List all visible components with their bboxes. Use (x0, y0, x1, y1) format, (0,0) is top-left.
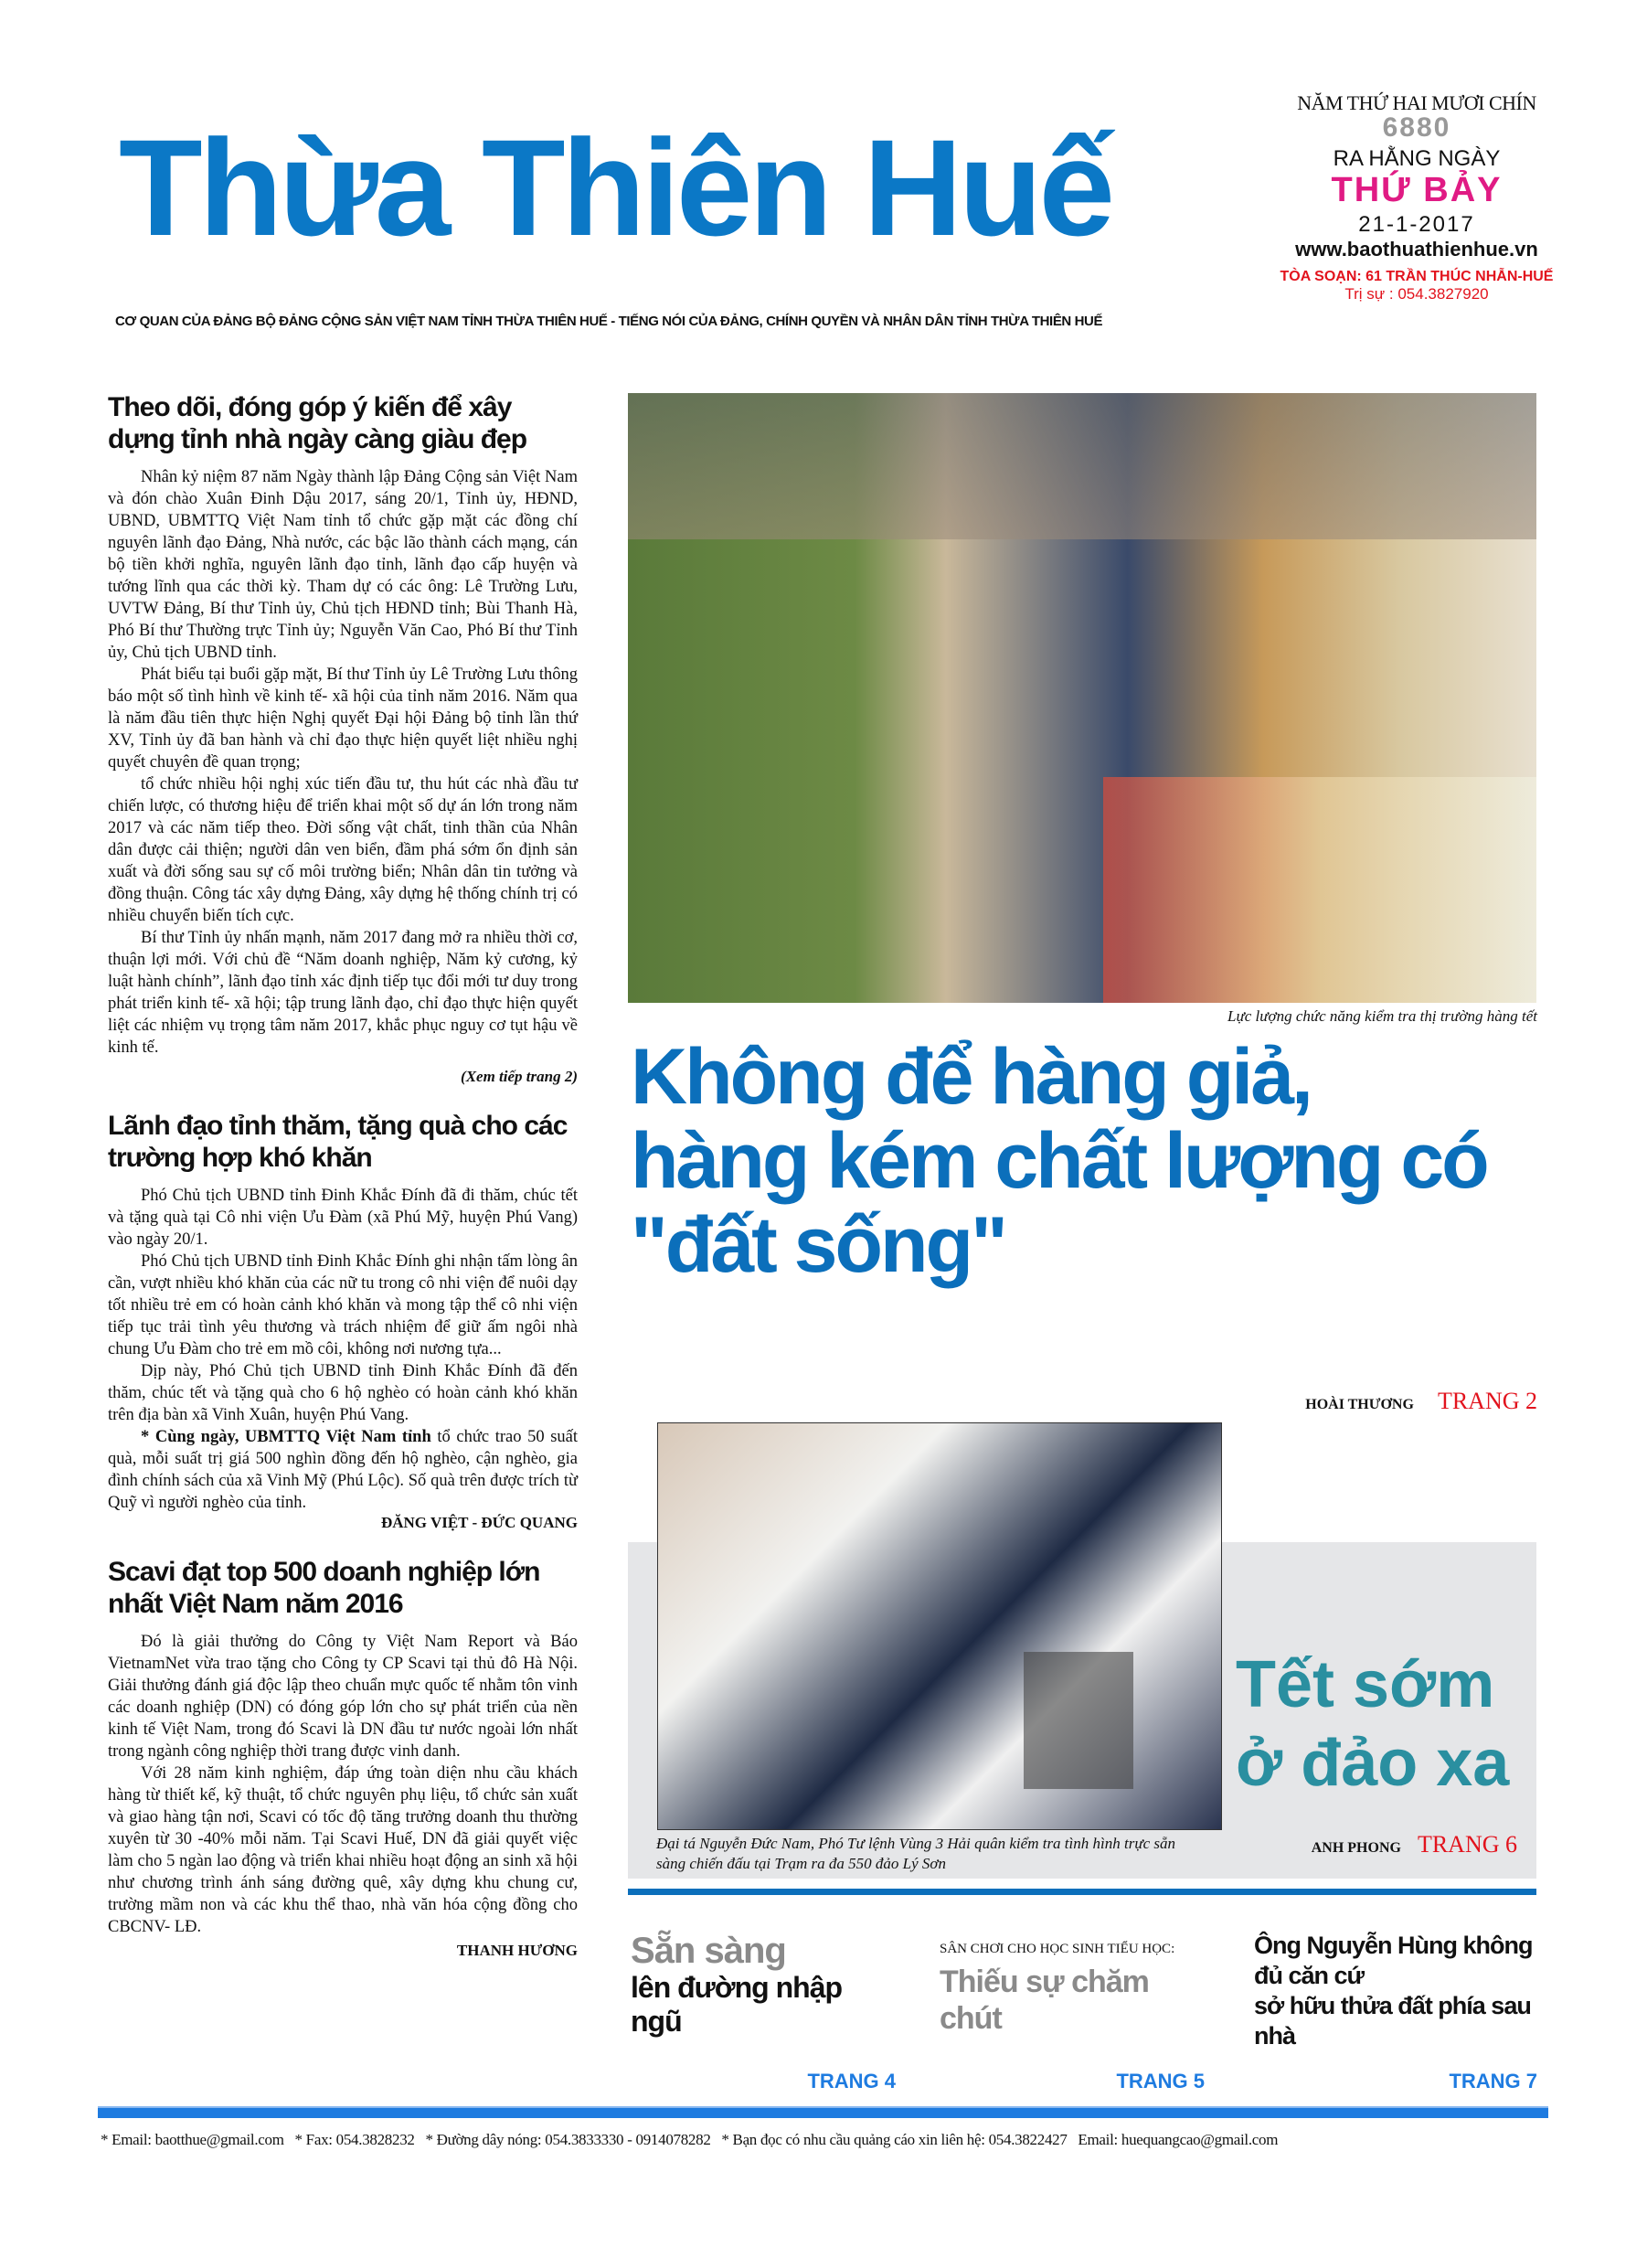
lead-page-ref[interactable]: TRANG 2 (1437, 1388, 1537, 1414)
footer-email[interactable]: * Email: baotthue@gmail.com (101, 2131, 284, 2148)
office-phone: Trị sự : 054.3827920 (1344, 285, 1489, 303)
teaser-page-ref[interactable]: TRANG 7 (1449, 2070, 1537, 2092)
feature-title-line1: Tết sớm (1236, 1648, 1495, 1721)
feature-photo-navy-radar-station (657, 1422, 1222, 1830)
article-paragraph: Dịp này, Phó Chủ tịch UBND tỉnh Đinh Khắc Đính đã đến thăm, chúc tết và tặng quà cho 6 hộ nghèo có hoàn cảnh khó khăn trên địa bàn xã Vinh Xuân, huyện Phú Vang. (108, 1362, 578, 1424)
article-paragraph: Phó Chủ tịch UBND tỉnh Đinh Khắc Đính đã đi thăm, chúc tết và tặng quà tại Cô nhi viện Ưu Đàm (xã Phú Mỹ, huyện Phú Vang) vào ngày 20/1. (108, 1187, 578, 1249)
footer-ads-email[interactable]: Email: huequangcao@gmail.com (1078, 2131, 1279, 2148)
section-divider (628, 1889, 1536, 1895)
article-1 (108, 391, 578, 1086)
article-byline: ĐĂNG VIỆT - ĐỨC QUANG (380, 1514, 578, 1531)
frequency: RA HẰNG NGÀY (1333, 146, 1501, 171)
footer-fax: * Fax: 054.3828232 (294, 2131, 415, 2148)
feature-title-line2: ở đảo xa (1236, 1727, 1510, 1800)
lead-photo-market-inspection (628, 393, 1536, 1003)
article-paragraph (108, 1426, 578, 1514)
article-byline: THANH HƯƠNG (456, 1942, 578, 1959)
article-paragraph: Với 28 năm kinh nghiệm, đáp ứng toàn diện nhu cầu khách hàng từ thiết kế, kỹ thuật, tổ chức nguyên phụ liệu, tổ chức sản xuất và giao hàng tận nơi, Scavi có tốc độ tăng trưởng doanh thu thường xuyên từ 30 -40% mỗi năm. Tại Scavi Huế, DN đã giải quyết việc làm cho 5 ngàn lao động và triển khai nhiều hoạt động an sinh xã hội như chương trình ánh sáng đường quê, xây dựng khu chung cư, trường mầm non và các khu thể thao, nhà văn hóa cộng đồng cho CBCNV- LĐ. (108, 1764, 578, 1936)
article-paragraph: Bí thư Tỉnh ủy nhấn mạnh, năm 2017 đang mở ra nhiều thời cơ, thuận lợi mới. Với chủ đề “Năm doanh nghiệp, Năm kỷ cương, kỷ luật hành chính”, lãnh đạo tỉnh xác định tiếp tục đổi mới tư duy trong phát triển kinh tế- xã hội; tập trung lãnh đạo, chỉ đạo thực hiện quyết liệt các nhiệm vụ trọng tâm năm 2017, khắc phục nguy cơ tụt hậu về kinh tế. (108, 929, 578, 1057)
article-headline[interactable]: Lãnh đạo tỉnh thăm, tặng quà cho các trường hợp khó khăn (108, 1111, 568, 1173)
year-label: NĂM THỨ HAI MƯƠI CHÍN (1297, 91, 1536, 114)
teaser-kicker: SÂN CHƠI CHO HỌC SINH TIỂU HỌC: (940, 1942, 1175, 1956)
article-paragraph: Đó là giải thưởng do Công ty Việt Nam Report và Báo VietnamNet vừa trao tặng cho Công ty CP Scavi tại thủ đô Hà Nội. Giải thưởng đánh giá độc lập theo chuẩn mực quốc tế nhằm tôn vinh các doanh nghiệp (DN) có đóng góp lớn cho sự phát triển của nền kinh tế Việt Nam, trong đó Scavi là DN đầu tư nước ngoài lớn nhất trong ngành công nghiệp thời trang được vinh danh. (108, 1633, 578, 1761)
article-headline[interactable]: Scavi đạt top 500 doanh nghiệp lớn nhất Việt Nam năm 2016 (108, 1557, 540, 1619)
teaser-2[interactable] (940, 1931, 1205, 2097)
bold-lead: * Cùng ngày, UBMTTQ Việt Nam tỉnh (141, 1428, 431, 1446)
teaser-line1: Ông Nguyễn Hùng không đủ căn cứ (1254, 1932, 1533, 1989)
newspaper-title-logo: Thừa Thiên Huế (119, 111, 1111, 264)
teaser-3[interactable] (1254, 1931, 1537, 2097)
photo-shade (1103, 777, 1536, 1003)
teaser-line1: Sẵn sàng (631, 1931, 786, 1971)
lead-headline[interactable] (631, 1035, 1537, 1287)
continued-link[interactable]: (Xem tiếp trang 2) (461, 1068, 578, 1085)
issue-date: 21-1-2017 (1358, 212, 1475, 237)
teaser-line2: lên đường nhập ngũ (631, 1971, 843, 2038)
footer-hotline: * Đường dây nóng: 054.3833330 - 0914078282 (425, 2131, 711, 2148)
teaser-page-ref[interactable]: TRANG 5 (1116, 2070, 1205, 2092)
article-paragraph: Phát biểu tại buổi gặp mặt, Bí thư Tỉnh ủy Lê Trường Lưu thông báo một số tình hình về kinh tế- xã hội của tỉnh năm 2016. Năm qua là năm đầu tiên thực hiện Nghị quyết Đại hội Đảng bộ tỉnh lần thứ XV, Tỉnh ủy đã ban hành và chỉ đạo thực hiện quyết liệt nhiều nghị quyết chuyên đề quan trọng; (108, 665, 578, 772)
masthead-tagline: CƠ QUAN CỦA ĐẢNG BỘ ĐẢNG CỘNG SẢN VIỆT NAM TỈNH THỪA THIÊN HUẾ - TIẾNG NÓI CỦA ĐẢNG, CHÍNH QUYỀN VÀ NHÂN DÂN TỈNH THỪA THIÊN HUẾ (115, 314, 1103, 329)
feature-page-ref[interactable]: TRANG 6 (1417, 1831, 1517, 1858)
left-column (108, 391, 578, 1984)
feature-author: ANH PHONG (1311, 1840, 1401, 1856)
footer-contacts (101, 2130, 1554, 2150)
lead-author: HOÀI THƯƠNG (1305, 1397, 1414, 1412)
photo-shade (1024, 1652, 1133, 1789)
footer-bar (98, 2106, 1548, 2118)
teaser-line2: sở hữu thửa đất phía sau nhà (1254, 1992, 1531, 2050)
teaser-line1: Thiếu sự chăm chút (940, 1965, 1149, 2036)
feature-photo-caption: Đại tá Nguyễn Đức Nam, Phó Tư lệnh Vùng 3 Hải quân kiểm tra tình hình trực sẵn sàng chiến đấu tại Trạm ra đa 550 đảo Lý Sơn (656, 1835, 1175, 1872)
lead-byline (1305, 1388, 1537, 1415)
paragraph-text: tổ chức trao 50 suất quà, mỗi suất trị giá 500 nghìn đồng đến hộ nghèo, cận nghèo, gia đình chính sách của xã Vinh Mỹ (Phú Lộc). Số quà trên được trích từ Quỹ vì người nghèo của tỉnh. (108, 1428, 578, 1512)
article-headline[interactable]: Theo dõi, đóng góp ý kiến để xây dựng tỉnh nhà ngày càng giàu đẹp (108, 392, 527, 454)
weekday: THỨ BẢY (1331, 171, 1503, 209)
article-paragraph: tổ chức nhiều hội nghị xúc tiến đầu tư, thu hút các nhà đầu tư chiến lược, có thương hiệu để triển khai một số dự án lớn trong năm 2017 và các năm tiếp theo. Đời sống vật chất, tinh thần của Nhân dân được cải thiện; người dân ven biển, đầm phá sớm ổn định sản xuất và đời sống sau sự cố môi trường biển; Nhân dân tin tưởng và đồng thuận. Công tác xây dựng Đảng, xây dựng hệ thống chính trị có nhiều chuyển biến tích cực. (108, 775, 578, 925)
footer-ads: * Bạn đọc có nhu cầu quảng cáo xin liên hệ: 054.3822427 (721, 2131, 1068, 2148)
article-3 (108, 1556, 578, 1960)
teaser-page-ref[interactable]: TRANG 4 (807, 2070, 896, 2092)
feature-title[interactable] (1236, 1645, 1509, 1803)
office-address: TÒA SOẠN: 61 TRẦN THÚC NHẪN-HUẾ (1280, 269, 1554, 284)
lead-photo-caption: Lực lượng chức năng kiểm tra thị trường hàng tết (1227, 1007, 1537, 1025)
issue-number: 6880 (1382, 112, 1451, 143)
issue-info (1275, 91, 1558, 303)
feature-byline (1312, 1831, 1517, 1858)
article-2 (108, 1110, 578, 1532)
article-paragraph: Nhân kỷ niệm 87 năm Ngày thành lập Đảng Cộng sản Việt Nam và đón chào Xuân Đinh Dậu 2017, sáng 20/1, Tỉnh ủy, HĐND, UBND, UBMTTQ Việt Nam tỉnh tổ chức gặp mặt các đồng chí nguyên lãnh đạo Đảng, Nhà nước, các bậc lão thành cách mạng, cán bộ tiền khởi nghĩa, nguyên lãnh đạo tỉnh, lãnh đạo cấp huyện và tướng lĩnh qua các thời kỳ. Tham dự có các ông: Lê Trường Lưu, UVTW Đảng, Bí thư Tỉnh ủy, Chủ tịch HĐND tỉnh; Bùi Thanh Hà, Phó Bí thư Thường trực Tỉnh ủy; Nguyễn Văn Cao, Phó Bí thư Tỉnh ủy, Chủ tịch UBND tỉnh. (108, 468, 578, 662)
photo-shade (628, 393, 1536, 539)
lead-headline-line1: Không để hàng giả, (631, 1033, 1311, 1121)
teaser-1[interactable] (631, 1931, 896, 2097)
website-link[interactable]: www.baothuathienhue.vn (1295, 238, 1538, 261)
article-paragraph: Phó Chủ tịch UBND tỉnh Đinh Khắc Đính ghi nhận tấm lòng ân cần, vượt nhiều khó khăn của các nữ tu trong cô nhi viện để nuôi dạy tốt nhiều trẻ em có hoàn cảnh khó khăn và mong tập thể cô nhi viện tiếp tục trải tình yêu thương và trách nhiệm để giữ ấm ngôi nhà chung Ưu Đàm cho trẻ em mồ côi, không nơi nương tựa... (108, 1252, 578, 1358)
lead-headline-line2: hàng kém chất lượng có "đất sống" (631, 1117, 1487, 1289)
